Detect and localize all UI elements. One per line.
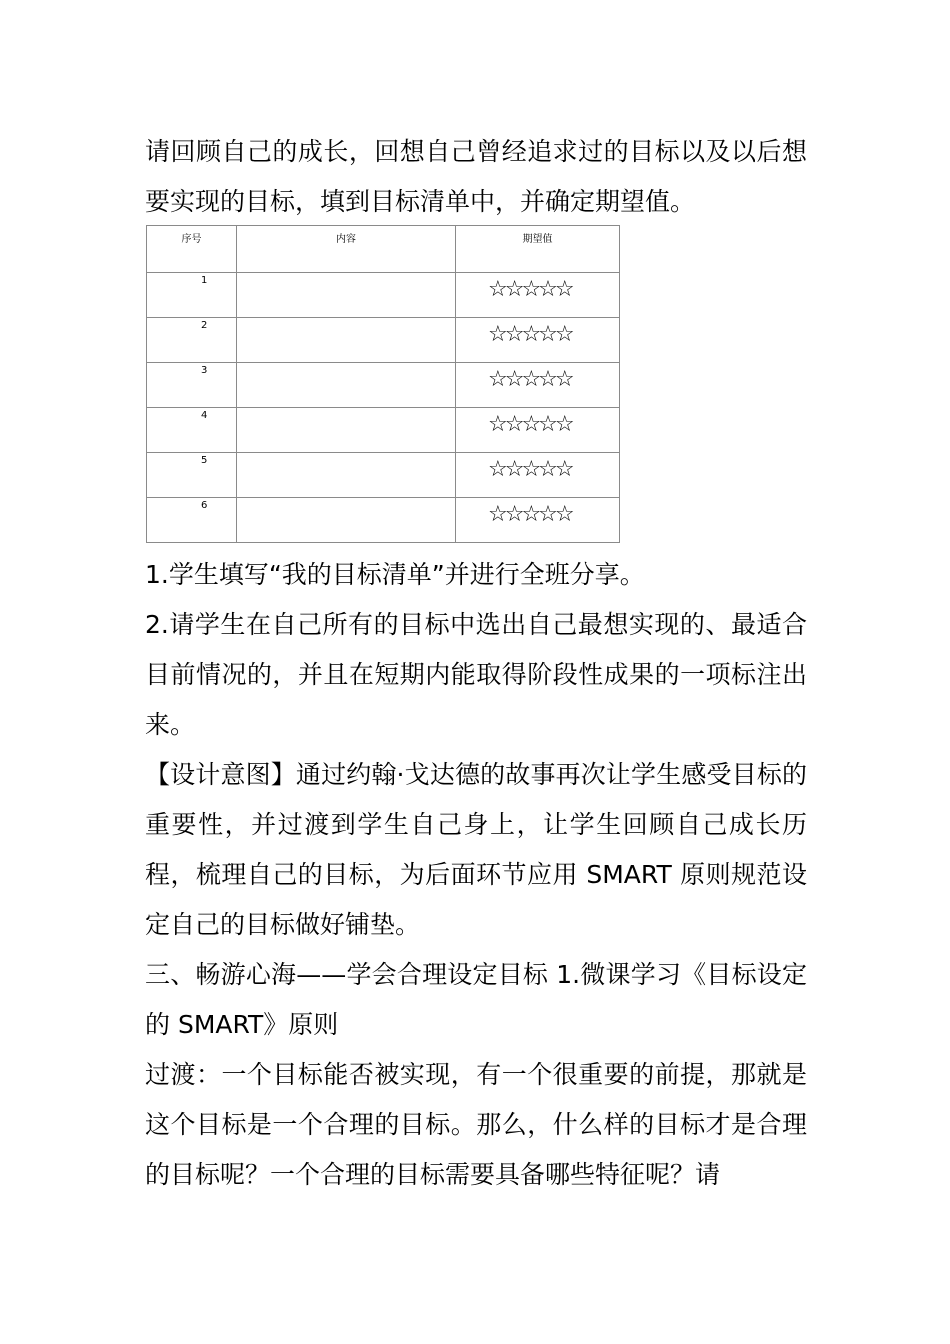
section-heading-paragraph: 三、畅游心海——学会合理设定目标 1.微课学习《目标设定的 SMART》原则	[145, 960, 807, 1039]
row-rating-cell[interactable]	[456, 453, 620, 498]
row-number: 6	[147, 498, 237, 543]
design-intent-paragraph: 【设计意图】通过约翰·戈达德的故事再次让学生感受目标的重要性，并过渡到学生自己身上，让学生回顾自己成长历程，梳理自己的目标，为后面环节应用 SMART 原则规范设定自己的目标做好铺垫。	[145, 760, 807, 939]
intro-paragraph: 请回顾自己的成长，回想自己曾经追求过的目标以及以后想要实现的目标，填到目标清单中，并确定期望值。	[145, 137, 807, 216]
row-rating-cell[interactable]	[456, 363, 620, 408]
row-number: 4	[147, 408, 237, 453]
row-number: 2	[147, 318, 237, 363]
step-2-paragraph: 2.请学生在自己所有的目标中选出自己最想实现的、最适合目前情况的，并且在短期内能取得阶段性成果的一项标注出来。	[145, 610, 807, 739]
row-rating-cell[interactable]	[456, 498, 620, 543]
star-rating-icon: ☆☆☆☆☆	[488, 412, 572, 437]
table-row	[147, 408, 620, 453]
star-rating-icon: ☆☆☆☆☆	[488, 502, 572, 527]
row-content-cell[interactable]	[237, 318, 456, 363]
transition-paragraph: 过渡：一个目标能否被实现，有一个很重要的前提，那就是这个目标是一个合理的目标。那么，什么样的目标才是合理的目标呢？一个合理的目标需要具备哪些特征呢？请	[145, 1060, 807, 1189]
row-rating-cell[interactable]	[456, 318, 620, 363]
table-row	[147, 318, 620, 363]
body-text	[145, 550, 807, 1200]
row-content-cell[interactable]	[237, 498, 456, 543]
header-expectation: 期望值	[456, 226, 620, 273]
star-rating-icon: ☆☆☆☆☆	[488, 457, 572, 482]
row-number: 1	[147, 273, 237, 318]
goal-list-table	[146, 225, 620, 543]
row-rating-cell[interactable]	[456, 273, 620, 318]
table-row	[147, 498, 620, 543]
table-header-row	[147, 226, 620, 273]
header-number: 序号	[147, 226, 237, 273]
star-rating-icon: ☆☆☆☆☆	[488, 277, 572, 302]
row-content-cell[interactable]	[237, 408, 456, 453]
star-rating-icon: ☆☆☆☆☆	[488, 322, 572, 347]
row-number: 5	[147, 453, 237, 498]
row-number: 3	[147, 363, 237, 408]
star-rating-icon: ☆☆☆☆☆	[488, 367, 572, 392]
row-content-cell[interactable]	[237, 273, 456, 318]
row-content-cell[interactable]	[237, 363, 456, 408]
table-row	[147, 363, 620, 408]
table-row	[147, 273, 620, 318]
row-content-cell[interactable]	[237, 453, 456, 498]
step-1-paragraph: 1.学生填写“我的目标清单”并进行全班分享。	[145, 560, 645, 589]
header-content: 内容	[237, 226, 456, 273]
row-rating-cell[interactable]	[456, 408, 620, 453]
table-row	[147, 453, 620, 498]
